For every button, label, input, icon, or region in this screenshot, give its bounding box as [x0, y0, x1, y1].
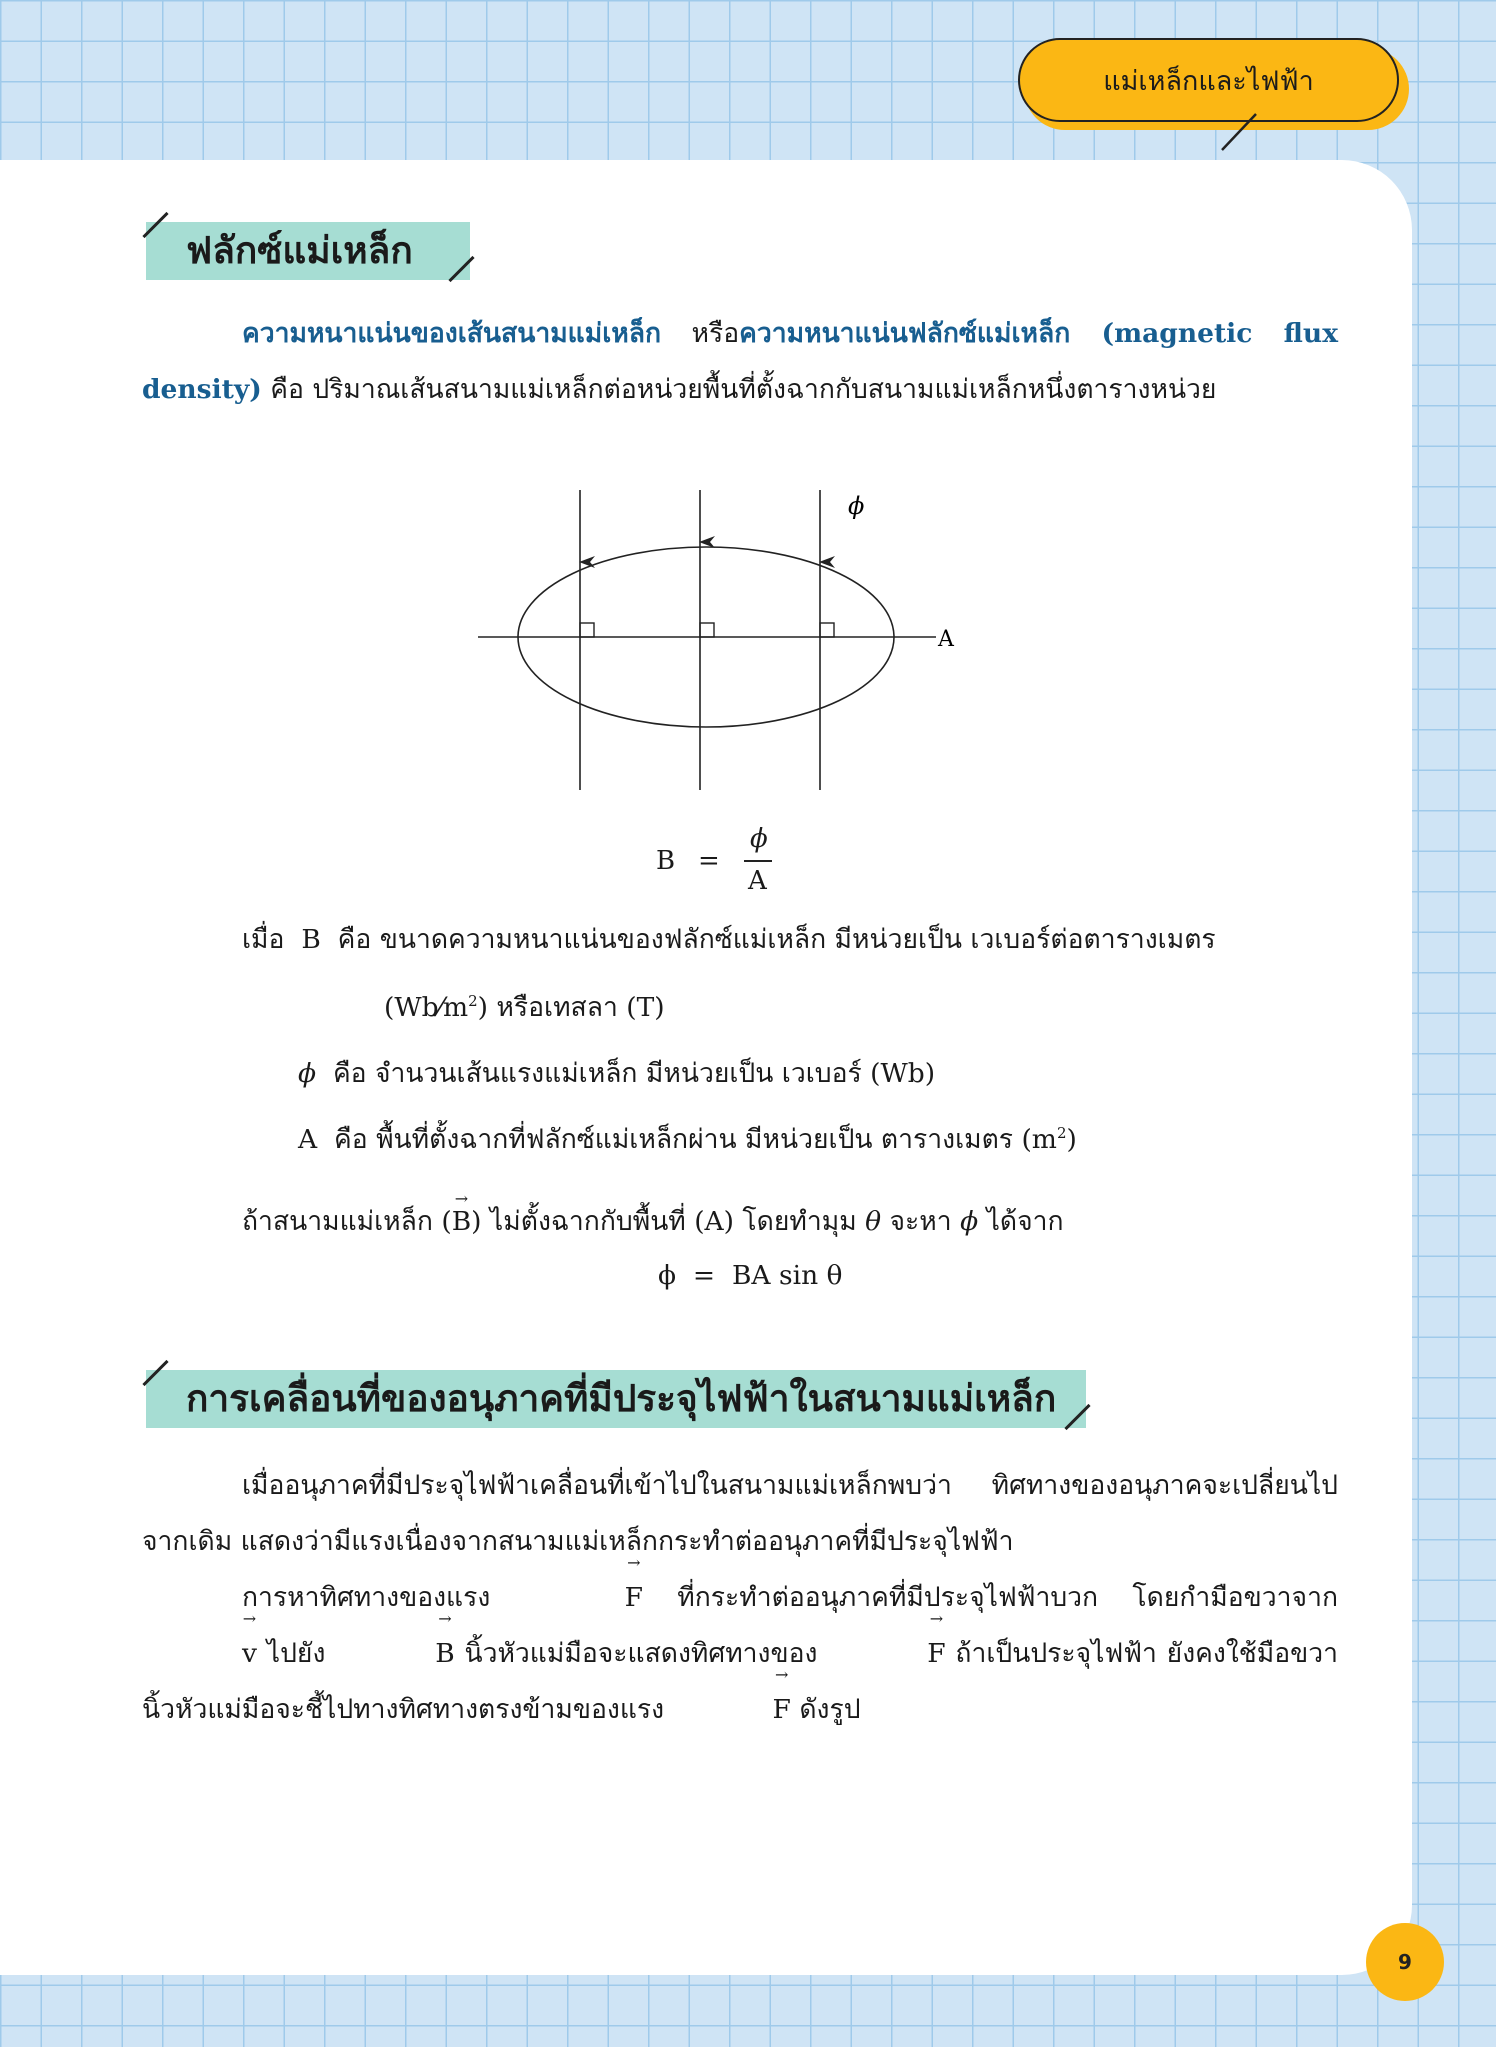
def-when: เมื่อ — [242, 924, 285, 955]
def-phi-sym: ϕ — [298, 1058, 317, 1089]
def-b-unit-sup: 2 — [468, 992, 478, 1011]
right-angle-mark-3 — [820, 623, 834, 637]
intro-definition: คือ ปริมาณเส้นสนามแม่เหล็กต่อหน่วยพื้นที่ตั้งฉากกับสนามแม่เหล็กหนึ่งตารางหน่วย — [261, 374, 1217, 405]
section2-p1: เมื่ออนุภาคที่มีประจุไฟฟ้าเคลื่อนที่เข้าไปในสนามแม่เหล็กพบว่า ทิศทางของอนุภาคจะเปลี่ยนไปจากเดิม แสดงว่ามีแรงเนื่องจากสนามแม่เหล็กกระทำต่ออนุภาคที่มีประจุไฟฟ้า — [142, 1470, 1338, 1557]
vector-b-2: → B — [335, 1626, 454, 1682]
angle-t1: ถ้าสนามแม่เหล็ก ( — [242, 1206, 452, 1237]
formula-eq: = — [698, 846, 720, 876]
page-number: 9 — [1366, 1923, 1444, 2001]
p2-c: ไปยัง — [256, 1638, 336, 1669]
section1-title: ฟลักซ์แม่เหล็ก — [186, 229, 413, 272]
formula-bar — [744, 860, 772, 862]
def-phi — [298, 1052, 935, 1094]
p2-b: ที่กระทำต่ออนุภาคที่มีประจุไฟฟ้าบวก โดยกำมือขวาจาก — [643, 1582, 1338, 1613]
chapter-tab-tail — [1220, 110, 1260, 154]
def-b — [242, 918, 1216, 960]
angle-t3: จะหา — [881, 1206, 961, 1237]
def-phi-text: คือ จำนวนเส้นแรงแม่เหล็ก มีหน่วยเป็น เวเบอร์ (Wb) — [332, 1058, 936, 1089]
def-b-unit-1: (Wb⁄m — [384, 992, 469, 1023]
p2-f: ดังรูป — [790, 1694, 861, 1725]
def-b-unit-2: ) หรือเทสลา (T) — [477, 992, 665, 1023]
vector-f-3: → F — [673, 1682, 791, 1738]
def-b-unit — [384, 986, 665, 1028]
theta-symbol: θ — [865, 1206, 882, 1237]
vector-f: → F — [525, 1570, 643, 1626]
angle-condition — [242, 1200, 1064, 1242]
section2-heading — [146, 1370, 1086, 1428]
def-a-sym: A — [298, 1124, 318, 1155]
def-a-text-2: ) — [1066, 1124, 1077, 1155]
right-angle-mark-2 — [700, 623, 714, 637]
formula-num: ϕ — [750, 824, 768, 854]
vector-b: → B — [452, 1206, 471, 1237]
term-flux-density-thai-2: ความหนาแน่นฟลักซ์แม่เหล็ก — [739, 318, 1071, 349]
formula-phi: ϕ = BA sin θ — [658, 1260, 843, 1291]
right-angle-mark-1 — [580, 623, 594, 637]
flux-diagram — [470, 480, 990, 810]
phi-symbol: ϕ — [960, 1206, 979, 1237]
def-b-text: คือ ขนาดความหนาแน่นของฟลักซ์แม่เหล็ก มีหน่วยเป็น เวเบอร์ต่อตารางเมตร — [337, 924, 1216, 955]
term-flux-density-thai: ความหนาแน่นของเส้นสนามแม่เหล็ก — [242, 318, 662, 349]
chapter-tab — [1018, 38, 1403, 126]
term-flux-density-en: (magnetic flux density) — [142, 318, 1338, 405]
vector-v: → v — [142, 1626, 257, 1682]
def-a — [298, 1118, 1077, 1160]
formula-den: A — [748, 866, 767, 896]
p2-d: นิ้วหัวแม่มือจะแสดงทิศทางของ — [454, 1638, 828, 1669]
p2-e: ถ้าเป็นประจุไฟฟ้า ยังคงใช้มือขวา นิ้วหัวแม่มือจะชี้ไปทางทิศทางตรงข้ามของแรง — [142, 1638, 1339, 1725]
section1-heading — [146, 222, 470, 280]
formula-lhs: B — [656, 846, 676, 876]
section2-title: การเคลื่อนที่ของอนุภาคที่มีประจุไฟฟ้าในสนามแม่เหล็ก — [186, 1377, 1057, 1420]
section2-p2 — [142, 1570, 1338, 1738]
angle-t4: ได้จาก — [978, 1206, 1064, 1237]
intro-or: หรือ — [661, 318, 740, 349]
p2-a: การหาทิศทางของแรง — [242, 1582, 525, 1613]
def-a-sup: 2 — [1056, 1124, 1067, 1143]
def-a-text-1: คือ พื้นที่ตั้งฉากที่ฟลักซ์แม่เหล็กผ่าน มีหน่วยเป็น ตารางเมตร (m — [334, 1124, 1057, 1155]
area-label: A — [938, 627, 954, 652]
def-b-sym: B — [301, 924, 321, 955]
vector-f-2: → F — [827, 1626, 945, 1682]
angle-t2: ) ไม่ตั้งฉากกับพื้นที่ (A) โดยทำมุม — [471, 1206, 866, 1237]
phi-label: ϕ — [848, 492, 865, 520]
chapter-label: แม่เหล็กและไฟฟ้า — [1018, 38, 1399, 122]
section1-intro — [142, 306, 1338, 418]
